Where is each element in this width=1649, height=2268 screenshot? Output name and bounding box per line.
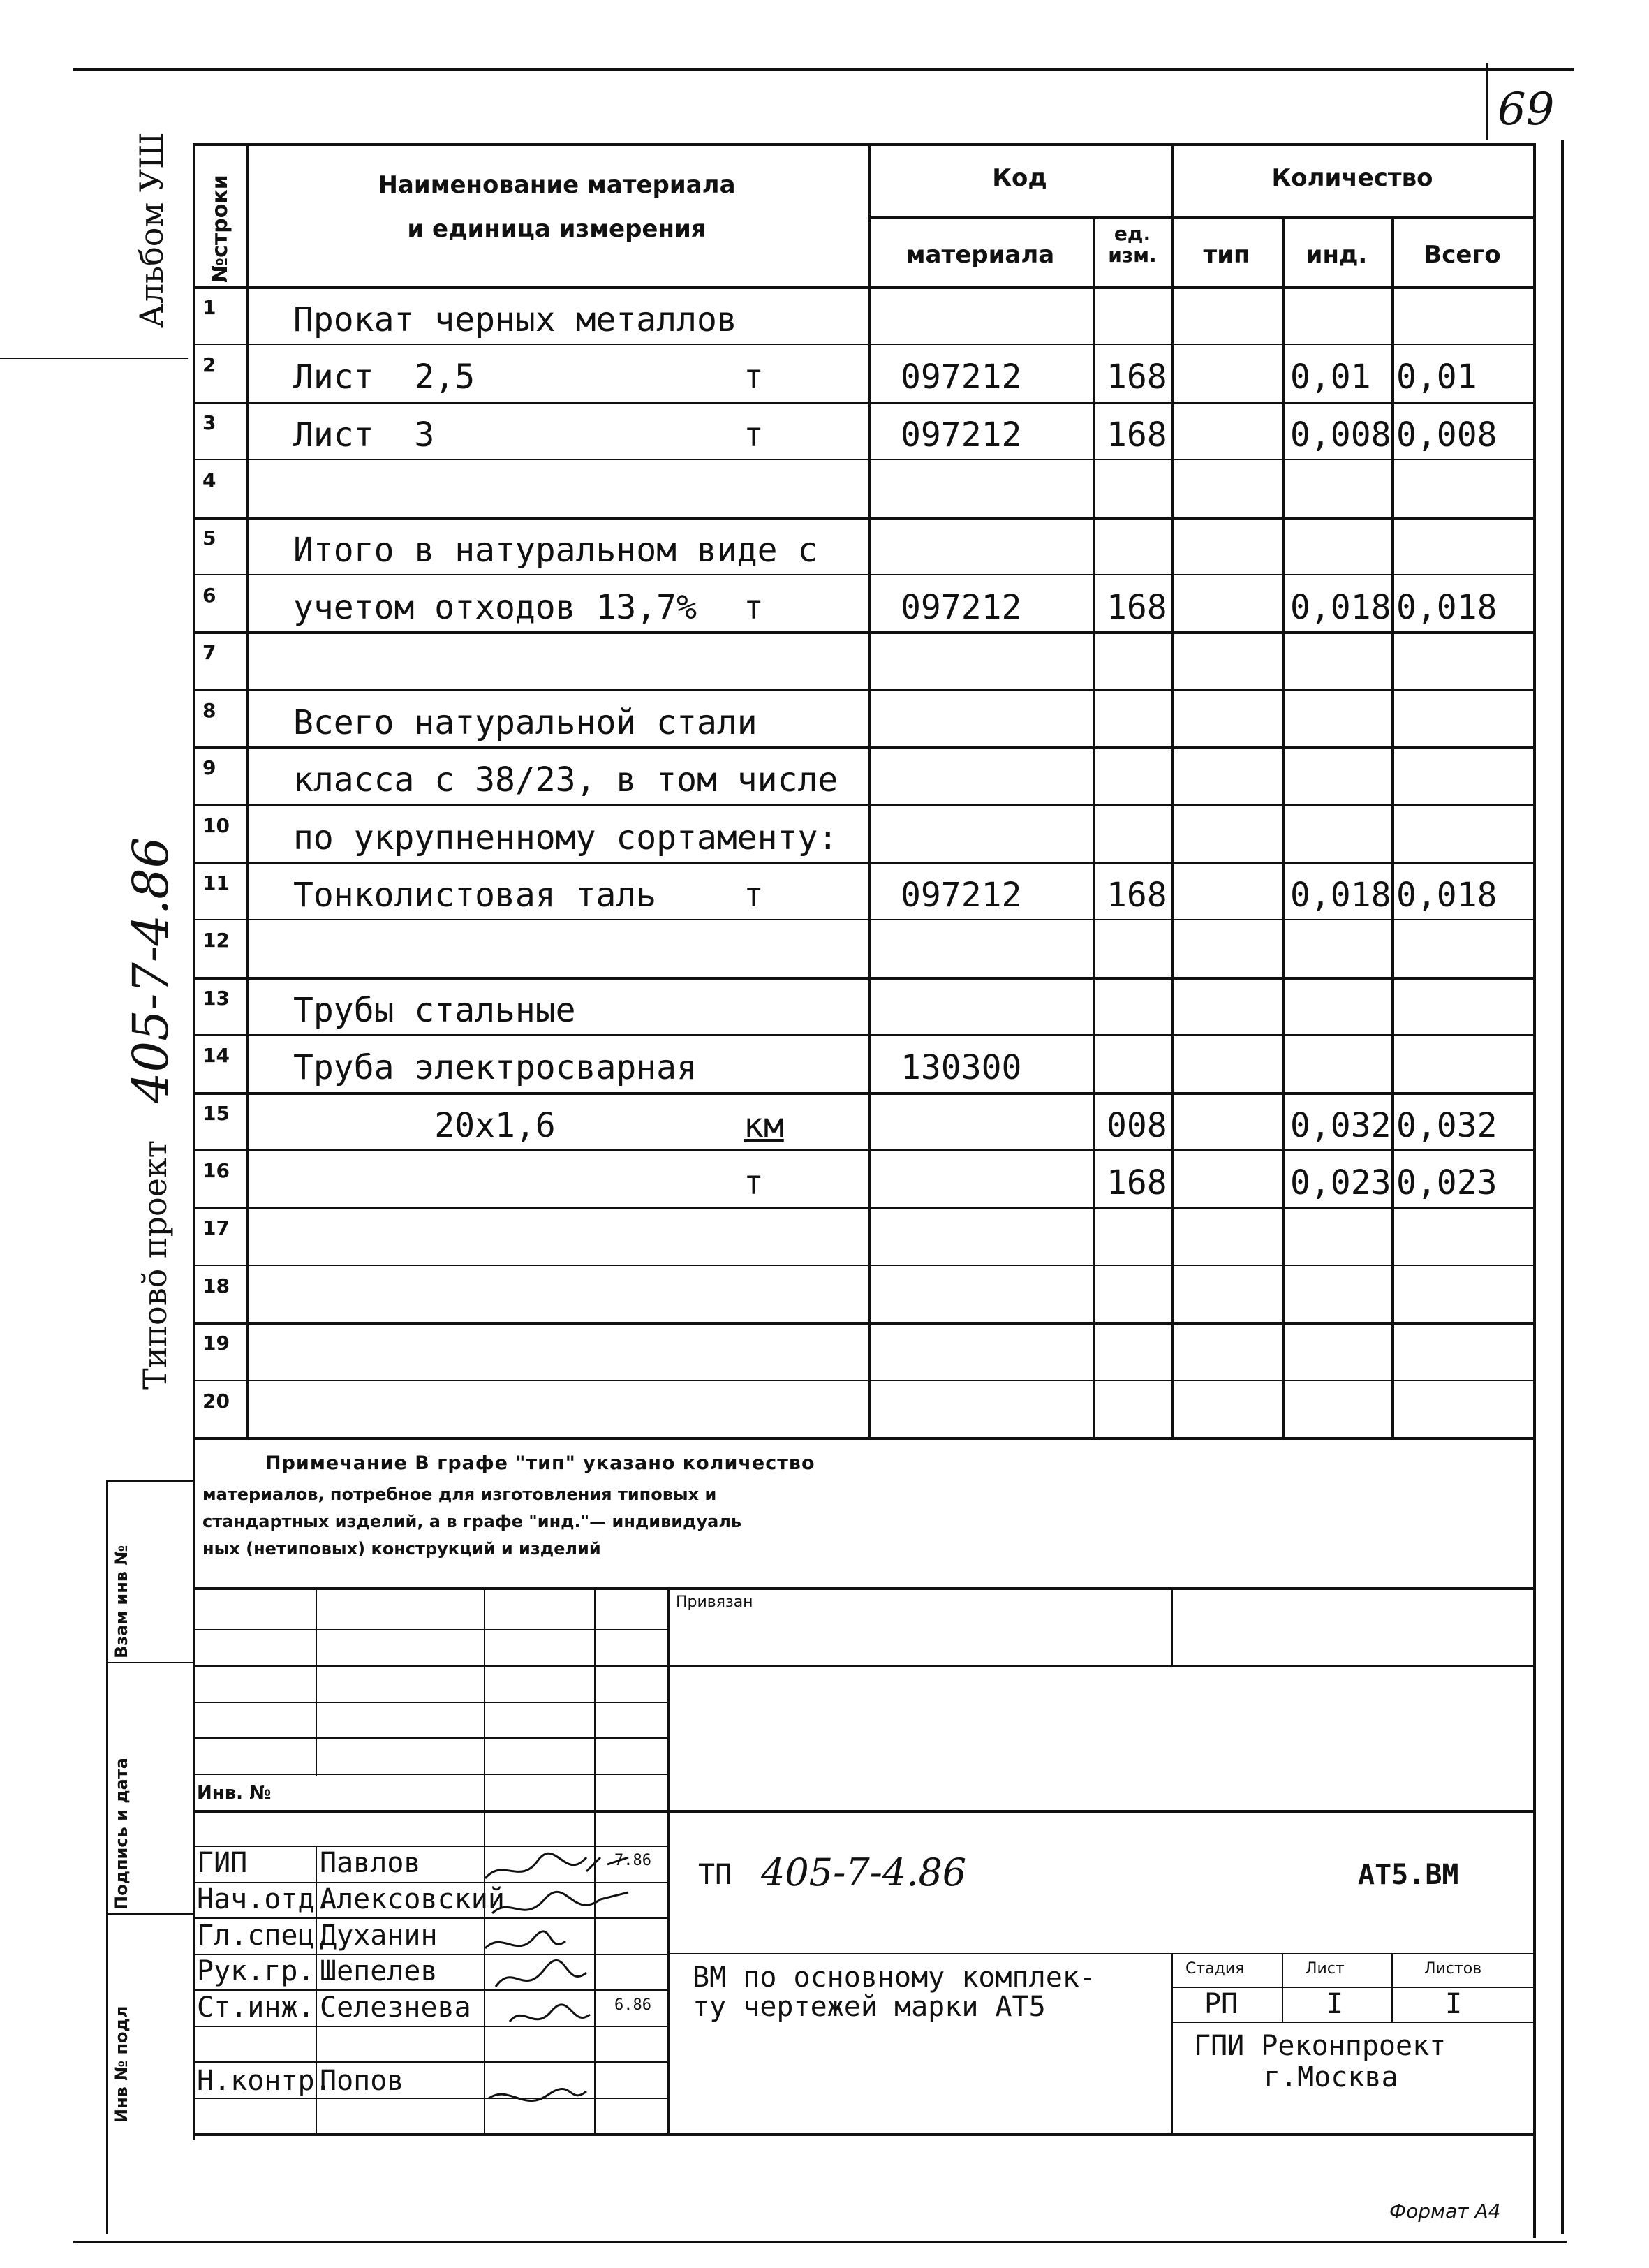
material-name: Лист 3 — [293, 415, 435, 455]
header-q-ind: инд. — [1306, 241, 1368, 269]
quantity-ind: 0,018 — [1290, 876, 1391, 915]
description-line1: ВМ по основному комплек- — [693, 1961, 1096, 1994]
person-role: Ст.инж. — [197, 1991, 315, 2024]
doc-code-prefix: ТП — [698, 1859, 732, 1891]
row-divider — [193, 977, 1535, 980]
sheet-label: Лист — [1306, 1960, 1345, 1978]
unit-code: 168 — [1107, 358, 1167, 397]
row-divider — [193, 746, 1535, 749]
quantity-total: 0,008 — [1396, 415, 1498, 455]
material-name: Лист 2,5 — [293, 358, 475, 397]
header-q-total: Всего — [1424, 241, 1501, 269]
material-name: Прокат черных металлов — [293, 300, 737, 339]
material-code: 097212 — [901, 358, 1022, 397]
header-code-unit: ед. изм. — [1108, 222, 1157, 267]
header-name-line1: Наименование материала — [378, 171, 736, 199]
album-label: Альбом УШ — [133, 132, 170, 328]
quantity-ind: 0,023 — [1290, 1163, 1391, 1202]
row-number: 6 — [202, 584, 216, 607]
quantity-ind: 0,008 — [1290, 415, 1391, 455]
header-row-number: №строки — [208, 175, 232, 283]
quantity-total: 0,01 — [1396, 358, 1477, 397]
row-divider — [193, 344, 1535, 345]
description-line2: ту чертежей марки АТ5 — [693, 1991, 1046, 2023]
sheet-value: I — [1326, 1988, 1344, 2020]
mark-code: АТ5.ВМ — [1358, 1859, 1459, 1891]
note-line3: стандартных изделий, а в графе "инд."— индивидуаль — [202, 1512, 742, 1531]
row-divider — [193, 517, 1535, 520]
material-code: 097212 — [901, 415, 1022, 455]
row-divider — [193, 1092, 1535, 1095]
doc-code: 405-7-4.86 — [761, 1850, 967, 1894]
row-number: 3 — [202, 411, 216, 434]
material-code: 097212 — [901, 588, 1022, 627]
note-line1: Примечание В графе "тип" указано количество — [265, 1452, 815, 1474]
material-unit: т — [744, 358, 764, 397]
row-divider — [193, 689, 1535, 691]
person-role: ГИП — [197, 1847, 248, 1879]
row-number: 17 — [202, 1216, 230, 1239]
unit-code: 168 — [1107, 588, 1167, 627]
person-name: Павлов — [320, 1847, 421, 1879]
row-number: 4 — [202, 469, 216, 492]
material-name: Итого в натуральном виде с — [293, 531, 818, 570]
header-code-material: материала — [905, 241, 1055, 269]
row-divider — [193, 1265, 1535, 1266]
row-divider — [193, 804, 1535, 806]
person-date: 6.86 — [614, 1996, 651, 2014]
row-number: 7 — [202, 641, 216, 664]
material-unit: т — [744, 1163, 764, 1202]
unit-code: 168 — [1107, 1163, 1167, 1202]
row-divider — [193, 631, 1535, 634]
person-name: Духанин — [320, 1920, 438, 1952]
row-divider — [193, 1207, 1535, 1209]
row-divider — [193, 1322, 1535, 1325]
person-role: Н.контр. — [197, 2065, 332, 2097]
privyazan-label: Привязан — [676, 1593, 753, 1611]
project-label: Типово̆ проект — [136, 1140, 174, 1390]
material-name: Всего натуральной стали — [293, 703, 757, 742]
header-quantity: Количество — [1271, 164, 1433, 192]
stage-label: Стадия — [1185, 1960, 1245, 1978]
quantity-total: 0,023 — [1396, 1163, 1498, 1202]
unit-code: 008 — [1107, 1106, 1167, 1145]
row-divider — [193, 459, 1535, 460]
material-unit: т — [744, 415, 764, 455]
project-number-handwritten: 405-7-4.86 — [122, 837, 179, 1103]
org-line1: ГПИ Реконпроект — [1194, 2030, 1447, 2062]
material-code: 097212 — [901, 876, 1022, 915]
replace-inv-label: Взам инв № — [112, 1545, 131, 1658]
org-line2: г.Москва — [1264, 2061, 1398, 2093]
row-divider — [193, 574, 1535, 575]
person-role: Гл.спец. — [197, 1920, 332, 1952]
person-name: Шепелев — [320, 1955, 438, 1987]
row-number: 16 — [202, 1159, 230, 1182]
header-name-line2: и единица измерения — [407, 215, 707, 243]
row-divider — [193, 1437, 1535, 1440]
inv-no-label: Инв. № — [197, 1783, 272, 1804]
row-number: 11 — [202, 871, 230, 894]
row-divider — [193, 402, 1535, 404]
row-number: 19 — [202, 1332, 230, 1355]
row-divider — [193, 862, 1535, 864]
sheets-value: I — [1445, 1988, 1463, 2020]
material-name: Труба электросварная — [293, 1048, 697, 1087]
person-name: Попов — [320, 2065, 404, 2097]
row-divider — [193, 1034, 1535, 1036]
note-line2: материалов, потребное для изготовления типовых и — [202, 1485, 717, 1504]
row-number: 18 — [202, 1274, 230, 1297]
material-unit: км — [744, 1106, 784, 1145]
material-unit: т — [744, 876, 764, 915]
page-number: 69 — [1498, 84, 1555, 135]
row-number: 12 — [202, 929, 230, 952]
row-number: 15 — [202, 1102, 230, 1125]
note-line4: ных (нетиповых) конструкций и изделий — [202, 1539, 601, 1559]
sign-date-label: Подпись и дата — [112, 1758, 131, 1910]
unit-code: 168 — [1107, 876, 1167, 915]
stage-value: РП — [1204, 1988, 1238, 2020]
sheets-label: Листов — [1424, 1960, 1482, 1978]
person-date: 7.86 — [614, 1852, 651, 1869]
format-label: Формат А4 — [1389, 2200, 1501, 2223]
row-number: 1 — [202, 296, 216, 319]
header-code: Код — [992, 164, 1047, 192]
signatures — [482, 1843, 670, 2137]
person-role: Нач.отд. — [197, 1883, 332, 1915]
row-number: 20 — [202, 1390, 230, 1413]
material-name: учетом отходов 13,7% — [293, 588, 697, 627]
row-divider — [193, 1380, 1535, 1381]
row-divider — [193, 1149, 1535, 1151]
row-number: 2 — [202, 353, 216, 376]
material-name: Трубы стальные — [293, 991, 576, 1030]
unit-code: 168 — [1107, 415, 1167, 455]
row-number: 9 — [202, 756, 216, 779]
material-name: 20х1,6 — [293, 1106, 556, 1145]
material-unit: т — [744, 588, 764, 627]
quantity-ind: 0,018 — [1290, 588, 1391, 627]
quantity-total: 0,018 — [1396, 588, 1498, 627]
row-number: 8 — [202, 699, 216, 722]
person-name: Селезнева — [320, 1991, 471, 2024]
row-number: 13 — [202, 987, 230, 1010]
quantity-ind: 0,01 — [1290, 358, 1371, 397]
person-name: Алексовский — [320, 1883, 505, 1915]
row-number: 10 — [202, 814, 230, 837]
quantity-total: 0,032 — [1396, 1106, 1498, 1145]
quantity-ind: 0,032 — [1290, 1106, 1391, 1145]
material-name: Тонколистовая таль — [293, 876, 657, 915]
row-number: 14 — [202, 1044, 230, 1067]
person-role: Рук.гр. — [197, 1955, 315, 1987]
material-code: 130300 — [901, 1048, 1022, 1087]
header-q-type: тип — [1203, 241, 1250, 269]
material-name: по укрупненному сортаменту: — [293, 818, 838, 857]
quantity-total: 0,018 — [1396, 876, 1498, 915]
material-name: класса с 38/23, в том числе — [293, 760, 838, 800]
row-number: 5 — [202, 526, 216, 550]
inv-original-label: Инв № подл — [112, 2005, 131, 2123]
row-divider — [193, 919, 1535, 920]
